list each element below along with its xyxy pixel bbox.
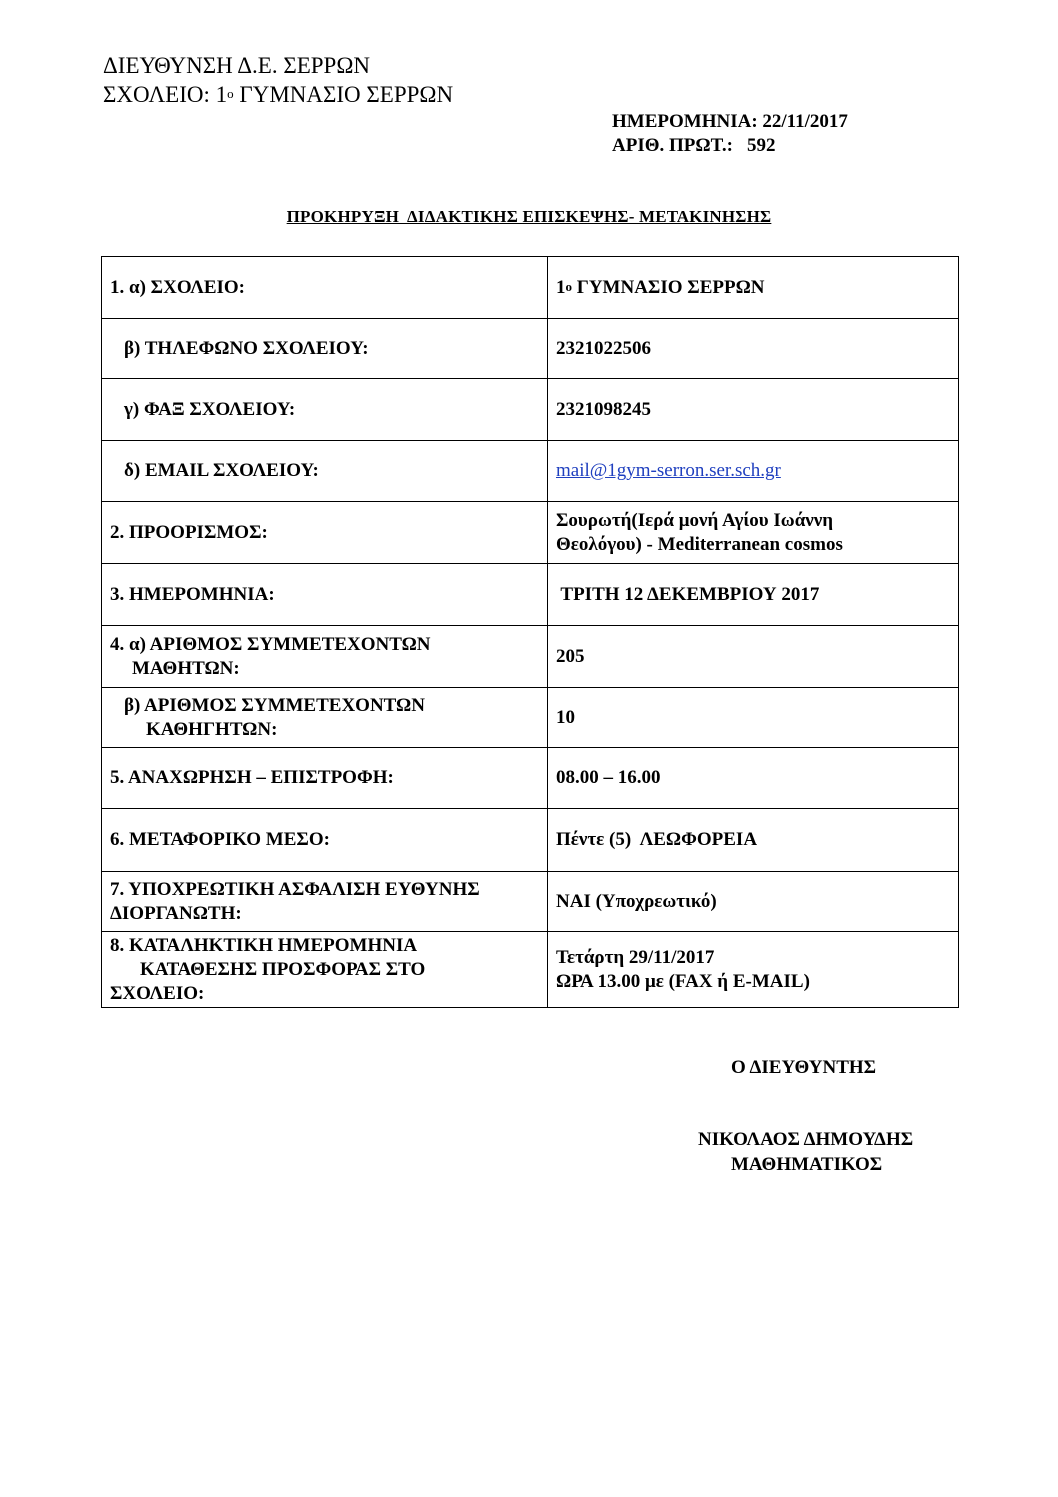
table-row xyxy=(102,688,959,748)
table-row xyxy=(102,626,959,688)
row-value: 205 xyxy=(548,626,959,688)
signatory-title: Ο ΔΙΕΥΘΥΝΤΗΣ xyxy=(731,1057,877,1078)
row-value: ΝΑΙ (Υποχρεωτικό) xyxy=(548,872,959,932)
school-heading-sup: ο xyxy=(227,86,234,101)
protocol-value: 592 xyxy=(746,135,776,156)
row-value xyxy=(548,932,959,1008)
school-heading-prefix: ΣΧΟΛΕΙΟ: 1 xyxy=(103,82,228,107)
destination-line-2: Θεολόγου) - Mediterranean cosmos xyxy=(556,533,843,555)
document-title: ΠΡΟΚΗΡΥΞΗ ΔΙΔΑΚΤΙΚΗΣ ΕΠΙΣΚΕΨΗΣ- ΜΕΤΑΚΙΝΗΣΗΣ xyxy=(286,207,772,226)
trip-info-table xyxy=(101,256,959,1008)
label-line-1: β) ΑΡΙΘΜΟΣ ΣΥΜΜΕΤΕΧΟΝΤΩΝ xyxy=(124,694,425,716)
table-row xyxy=(102,257,959,319)
protocol-number xyxy=(612,134,775,158)
row-value: 08.00 – 16.00 xyxy=(548,748,959,809)
label-line-1: 7. ΥΠΟΧΡΕΩΤΙΚΗ ΑΣΦΑΛΙΣΗ ΕΥΘΥΝΗΣ xyxy=(110,878,480,900)
label-line-2: ΔΙΟΡΓΑΝΩΤΗ: xyxy=(110,902,242,924)
row-label: δ) EMAIL ΣΧΟΛΕΙΟΥ: xyxy=(102,441,548,502)
deadline-line-1: Τετάρτη 29/11/2017 xyxy=(556,946,715,968)
row-value xyxy=(548,257,959,319)
document-date: ΗΜΕΡΟΜΗΝΙΑ: 22/11/2017 xyxy=(612,111,848,132)
table-row xyxy=(102,441,959,502)
label-line-3: ΣΧΟΛΕΙΟ: xyxy=(110,982,205,1004)
school-value-suffix: ΓΥΜΝΑΣΙΟ ΣΕΡΡΩΝ xyxy=(572,276,765,298)
deadline-method: με (FAX ή E-MAIL) xyxy=(644,970,810,992)
deadline-line-2 xyxy=(556,970,950,994)
label-line-1: 4. α) ΑΡΙΘΜΟΣ ΣΥΜΜΕΤΕΧΟΝΤΩΝ xyxy=(110,633,431,655)
row-value: 2321098245 xyxy=(548,379,959,441)
row-label: γ) ΦΑΞ ΣΧΟΛΕΙΟΥ: xyxy=(102,379,548,441)
label-line-2: ΜΑΘΗΤΩΝ: xyxy=(132,657,240,679)
school-heading-suffix: ΓΥΜΝΑΣΙΟ ΣΕΡΡΩΝ xyxy=(233,82,454,107)
protocol-label: ΑΡΙΘ. ΠΡΩΤ.: xyxy=(612,135,733,156)
school-value-sup: ο xyxy=(565,278,572,294)
row-label xyxy=(102,932,548,1008)
table-row xyxy=(102,502,959,564)
row-label: 2. ΠΡΟΟΡΙΣΜΟΣ: xyxy=(102,502,548,564)
table-row xyxy=(102,932,959,1008)
row-label: 5. ΑΝΑΧΩΡΗΣΗ – ΕΠΙΣΤΡΟΦΗ: xyxy=(102,748,548,809)
row-label: β) ΤΗΛΕΦΩΝΟ ΣΧΟΛΕΙΟΥ: xyxy=(102,319,548,379)
signatory-role: ΜΑΘΗΜΑΤΙΚΟΣ xyxy=(731,1154,883,1175)
label-line-1: 8. ΚΑΤΑΛΗΚΤΙΚΗ ΗΜΕΡΟΜΗΝΙΑ xyxy=(110,934,418,956)
school-email-link[interactable]: mail@1gym-serron.ser.sch.gr xyxy=(556,460,781,481)
label-line-2: ΚΑΘΗΓΗΤΩΝ: xyxy=(146,718,278,740)
row-value: Πέντε (5) ΛΕΩΦΟΡΕΙΑ xyxy=(548,809,959,872)
label-line-2: ΚΑΤΑΘΕΣΗΣ ΠΡΟΣΦΟΡΑΣ ΣΤΟ xyxy=(140,958,426,980)
table-row xyxy=(102,379,959,441)
row-label xyxy=(102,626,548,688)
row-label: 6. ΜΕΤΑΦΟΡΙΚΟ ΜΕΣΟ: xyxy=(102,809,548,872)
signatory-name: ΝΙΚΟΛΑΟΣ ΔΗΜΟΥΔΗΣ xyxy=(698,1129,914,1150)
row-value: 2321022506 xyxy=(548,319,959,379)
directorate-heading: ΔΙΕΥΘΥΝΣΗ Δ.Ε. ΣΕΡΡΩΝ xyxy=(103,53,371,78)
school-heading xyxy=(103,81,453,109)
table-row xyxy=(102,564,959,626)
row-value: ΤΡΙΤΗ 12 ΔΕΚΕΜΒΡΙΟΥ 2017 xyxy=(548,564,959,626)
row-label: 3. ΗΜΕΡΟΜΗΝΙΑ: xyxy=(102,564,548,626)
deadline-time: ΩΡΑ 13.00 xyxy=(556,970,645,992)
table-row xyxy=(102,319,959,379)
row-value xyxy=(548,502,959,564)
row-value xyxy=(548,441,959,502)
table-row xyxy=(102,748,959,809)
row-value: 10 xyxy=(548,688,959,748)
row-label xyxy=(102,872,548,932)
row-label: 1. α) ΣΧΟΛΕΙΟ: xyxy=(102,257,548,319)
table-row xyxy=(102,872,959,932)
school-value-prefix: 1 xyxy=(556,276,566,298)
row-label xyxy=(102,688,548,748)
destination-line-1: Σουρωτή(Ιερά μονή Αγίου Ιωάννη xyxy=(556,509,834,531)
table-row xyxy=(102,809,959,872)
